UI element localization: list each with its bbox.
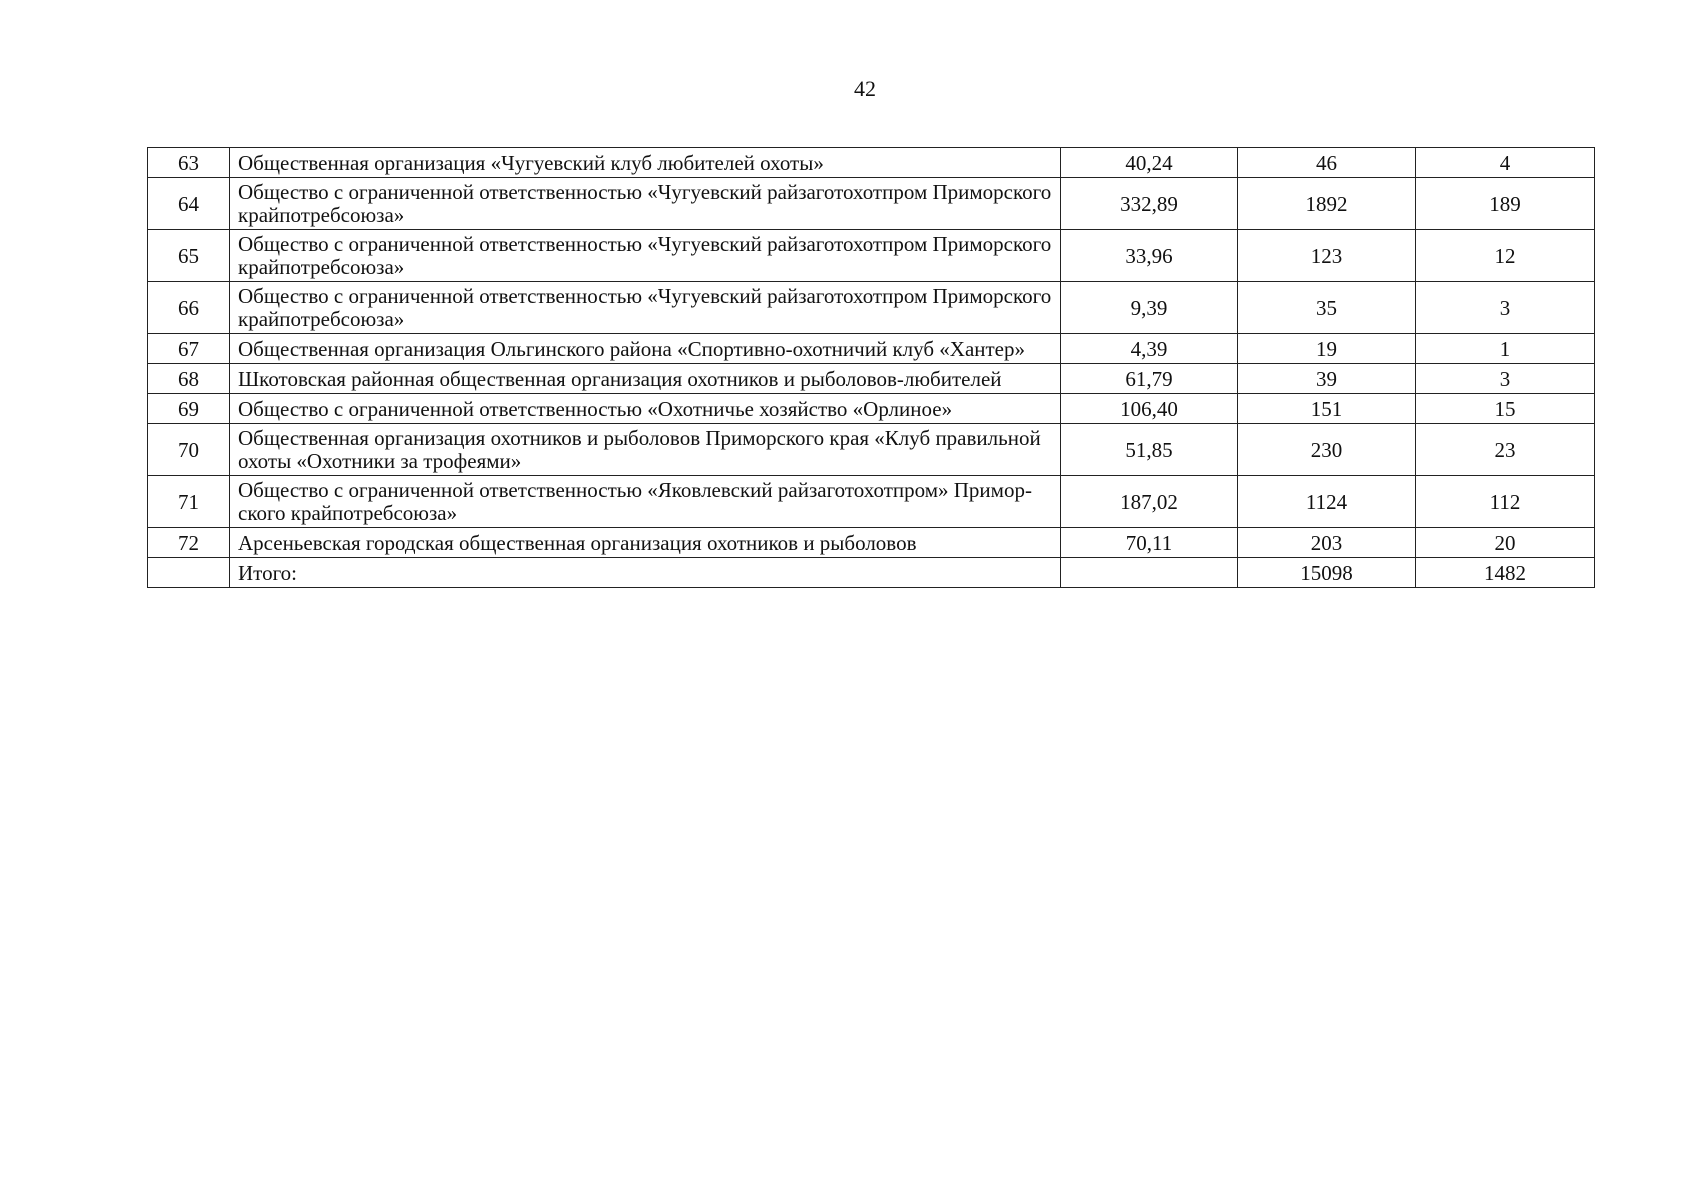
total-value-2: 1482 [1416,558,1595,588]
area-value: 332,89 [1061,178,1238,230]
value-1: 203 [1238,528,1416,558]
organization-name: Общественная организация «Чугуевский клуб любителей охоты» [230,148,1061,178]
value-1: 39 [1238,364,1416,394]
table-row [148,424,1595,476]
value-1: 1892 [1238,178,1416,230]
row-number: 67 [148,334,230,364]
area-value: 33,96 [1061,230,1238,282]
value-1: 46 [1238,148,1416,178]
value-2: 1 [1416,334,1595,364]
total-number-cell [148,558,230,588]
row-number: 65 [148,230,230,282]
area-value: 106,40 [1061,394,1238,424]
total-label: Итого: [230,558,1061,588]
organization-name: Общество с ограниченной ответственностью «Охотничье хозяйство «Орлиное» [230,394,1061,424]
organization-name: Общество с ограниченной ответственностью «Чугуевский райзаготохотпром Приморского крайпотребсоюза» [230,230,1061,282]
value-2: 112 [1416,476,1595,528]
page-number: 42 [854,76,876,101]
data-table [147,147,1595,588]
row-number: 69 [148,394,230,424]
table-row [148,230,1595,282]
total-area-cell [1061,558,1238,588]
total-value-1: 15098 [1238,558,1416,588]
organization-name: Общественная организация охотников и рыболовов Приморского края «Клуб правильной охоты «Охотники за трофеями» [230,424,1061,476]
value-2: 4 [1416,148,1595,178]
row-number: 70 [148,424,230,476]
organization-name: Арсеньевская городская общественная организация охотников и рыболовов [230,528,1061,558]
value-2: 3 [1416,282,1595,334]
value-1: 19 [1238,334,1416,364]
row-number: 72 [148,528,230,558]
value-1: 123 [1238,230,1416,282]
table-row [148,148,1595,178]
value-2: 20 [1416,528,1595,558]
value-1: 230 [1238,424,1416,476]
organization-name: Шкотовская районная общественная организация охотников и рыболовов-любителей [230,364,1061,394]
row-number: 63 [148,148,230,178]
area-value: 61,79 [1061,364,1238,394]
value-1: 151 [1238,394,1416,424]
area-value: 4,39 [1061,334,1238,364]
organization-name: Общество с ограниченной ответственностью «Яковлевский райзаготохотпром» Примор-ского крайпотребсоюза» [230,476,1061,528]
area-value: 9,39 [1061,282,1238,334]
table-row [148,334,1595,364]
row-number: 68 [148,364,230,394]
value-1: 1124 [1238,476,1416,528]
area-value: 51,85 [1061,424,1238,476]
table-row [148,178,1595,230]
table-row [148,528,1595,558]
area-value: 187,02 [1061,476,1238,528]
table-row [148,364,1595,394]
row-number: 71 [148,476,230,528]
value-2: 15 [1416,394,1595,424]
table-row [148,394,1595,424]
value-2: 12 [1416,230,1595,282]
area-value: 40,24 [1061,148,1238,178]
area-value: 70,11 [1061,528,1238,558]
value-1: 35 [1238,282,1416,334]
value-2: 23 [1416,424,1595,476]
organization-name: Общественная организация Ольгинского района «Спортивно-охотничий клуб «Хантер» [230,334,1061,364]
row-number: 66 [148,282,230,334]
table-row [148,476,1595,528]
total-row [148,558,1595,588]
table-body [148,148,1595,588]
organization-name: Общество с ограниченной ответственностью «Чугуевский райзаготохотпром Приморского крайпотребсоюза» [230,282,1061,334]
row-number: 64 [148,178,230,230]
organization-name: Общество с ограниченной ответственностью «Чугуевский райзаготохотпром Приморского крайпотребсоюза» [230,178,1061,230]
table-row [148,282,1595,334]
value-2: 3 [1416,364,1595,394]
value-2: 189 [1416,178,1595,230]
